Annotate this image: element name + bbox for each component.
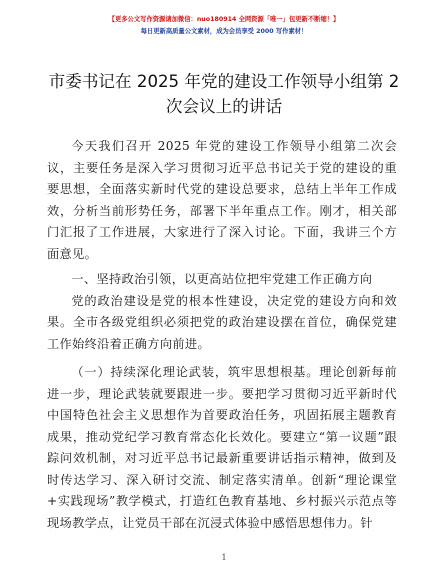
promo-banner-line-2: 每日更新高质量公文素材，成为会员享受 2000 写作素材！ (140, 28, 308, 35)
promo-banner-line-1: 【更多公文写作资源请加微信：nuo180914 全网资源「唯一」包更新不断缩！】 (108, 16, 340, 23)
document-body (47, 136, 397, 534)
promo-banner (0, 14, 448, 38)
section-heading-1: 一、坚持政治引领，以更高站位把牢党建工作正确方向 (71, 272, 373, 286)
intro-paragraph: 今天我们召开 2025 年党的建设工作领导小组第二次会议，主要任务是深入学习贯彻习近平总书记关于党的建设的重要思想，全面落实新时代党的建设总要求，总结上半年工作成效，分析当前形势任务，部署下半年重点工作。刚才，相关部门汇报了工作进展，大家进行了深入讨论。下面，我讲三个方面意见。 (47, 139, 397, 261)
document-title: 市委书记在 2025 年党的建设工作领导小组第 2 次会议上的讲话 (48, 72, 400, 116)
page-number: 1 (221, 553, 227, 562)
body-paragraph: 党的政治建设是党的根本性建设，决定党的建设方向和效果。全市各级党组织必须把党的政治建设摆在首位，确保党建工作始终沿着正确方向前进。 (47, 293, 397, 351)
body-paragraph: （一）持续深化理论武装，筑牢思想根基。理论创新每前进一步，理论武装就要跟进一步。要把学习贯彻习近平新时代中国特色社会主义思想作为首要政治任务，巩固拓展主题教育成果，推动党纪学习教育常态化长效化。要建立“第一议题”跟踪问效机制，对习近平总书记最新重要讲话指示精神，做到及时传达学习、深入研讨交流、制定落实清单。创新“理论课堂+实践现场”教学模式，打造红色教育基地、乡村振兴示范点等现场教学点，让党员干部在沉浸式体验中感悟思想伟力。针 (47, 365, 397, 530)
